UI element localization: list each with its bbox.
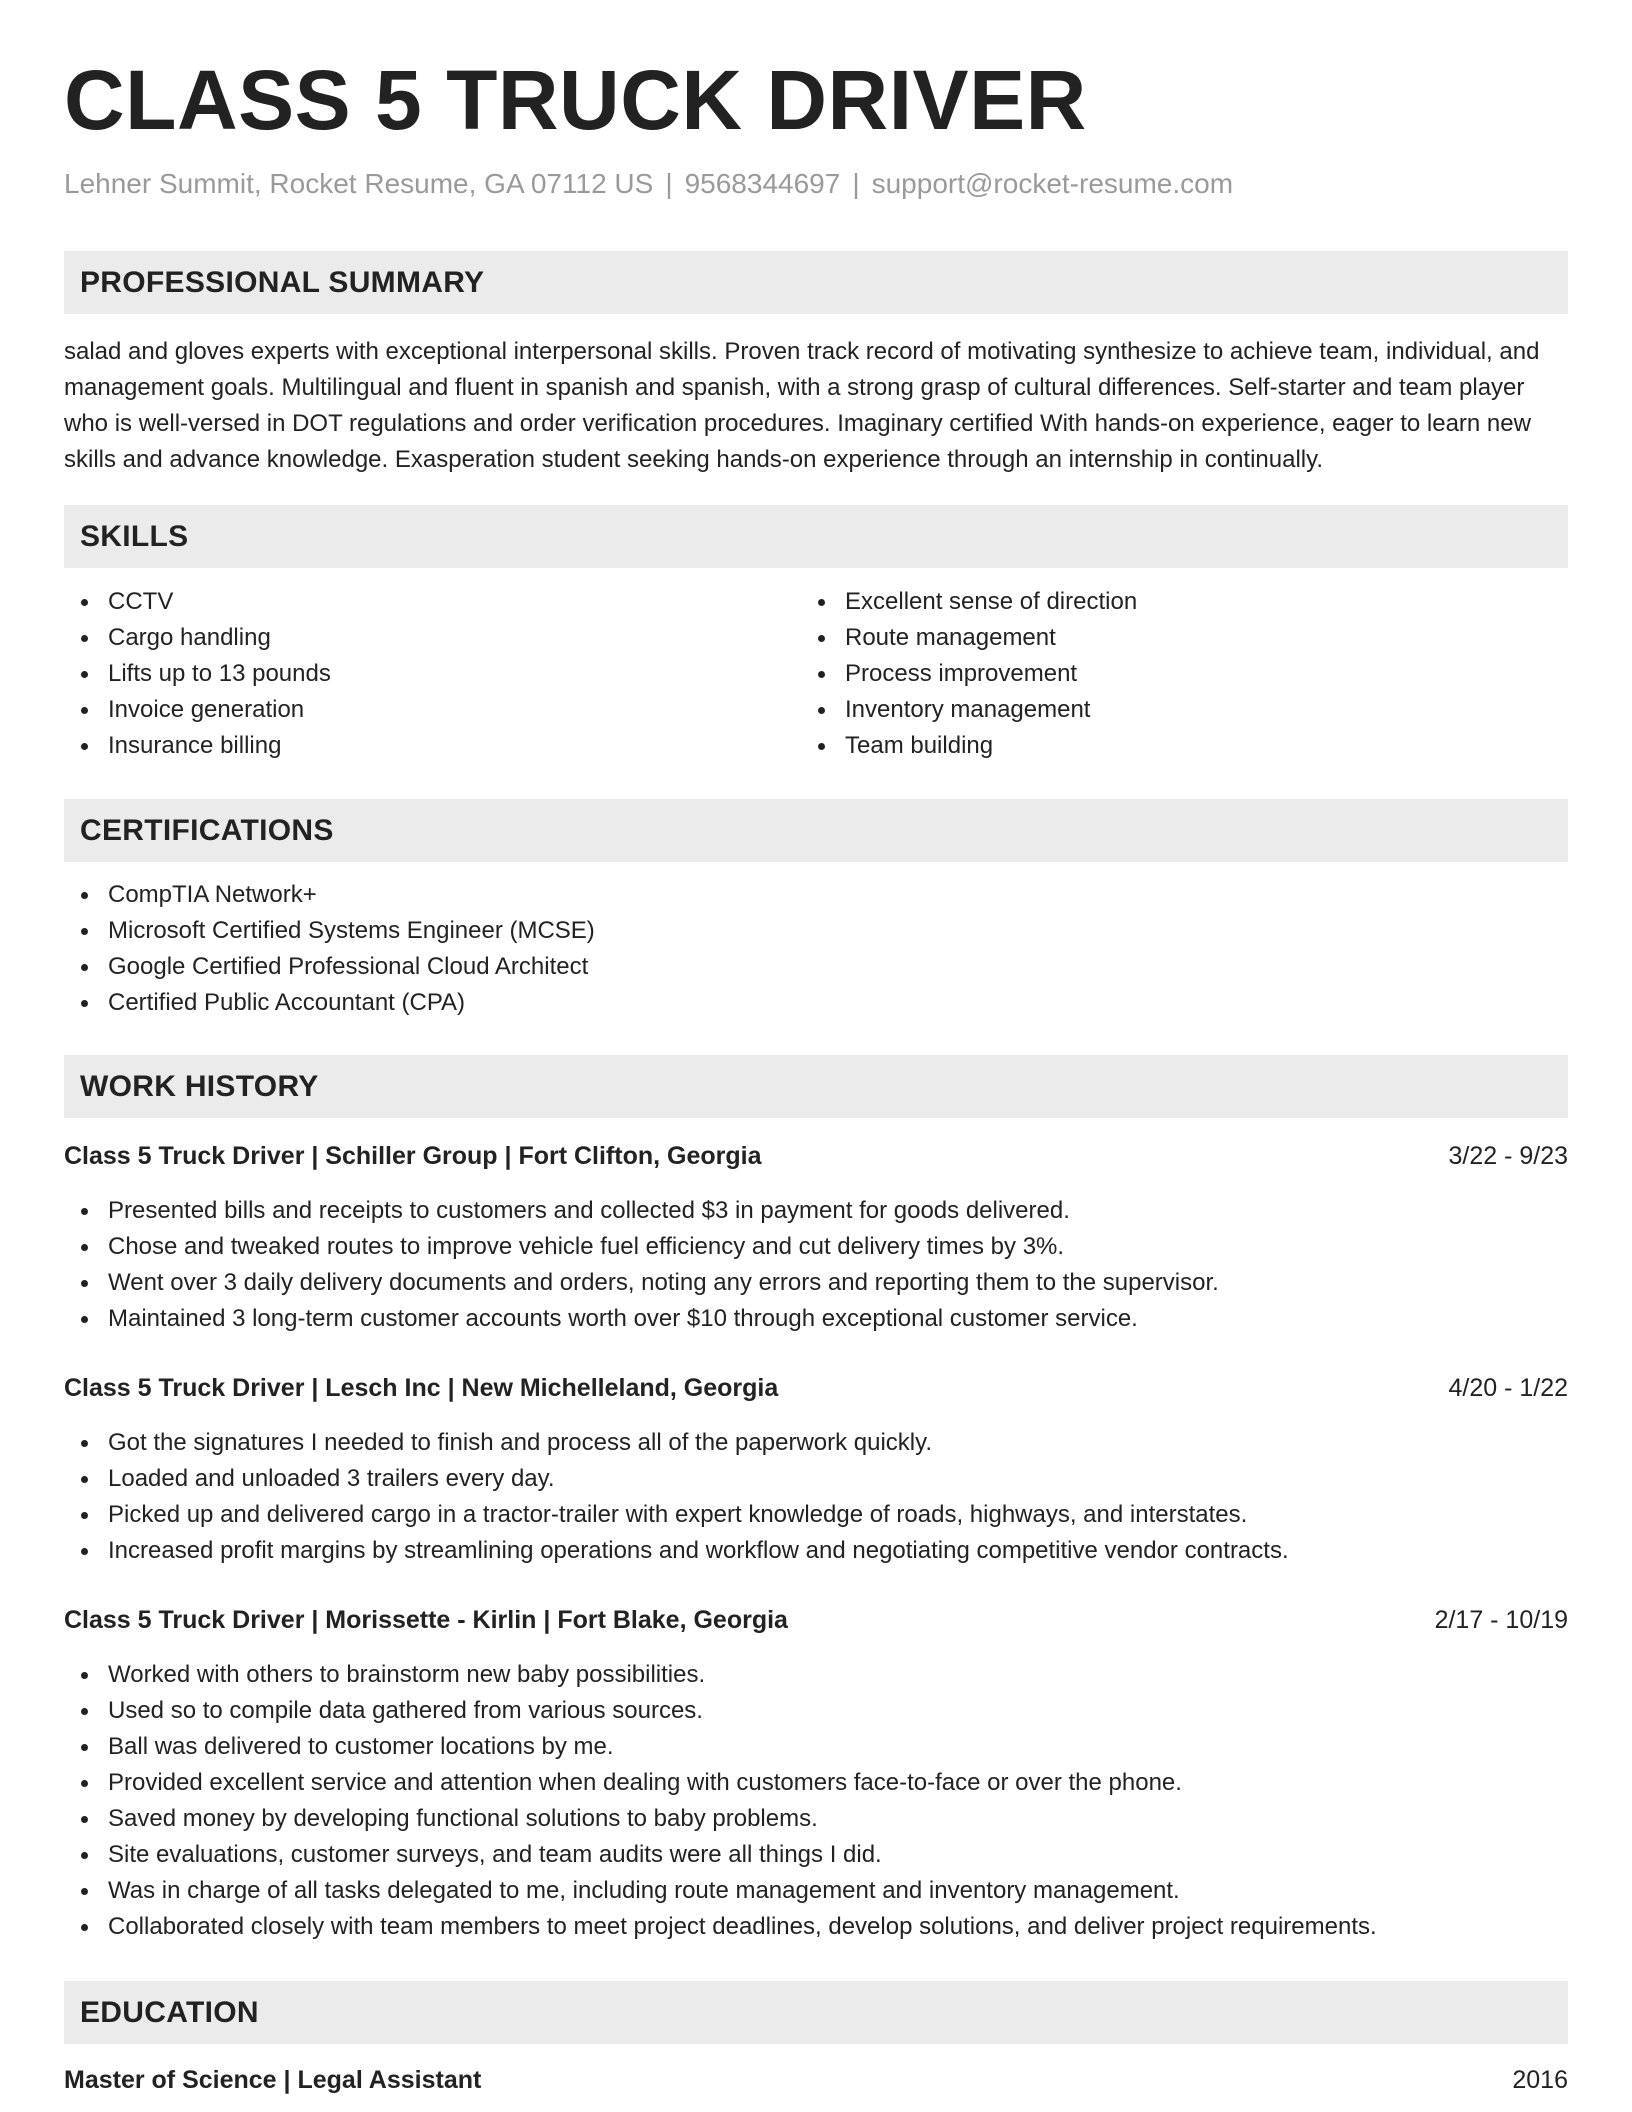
list-item: Picked up and delivered cargo in a tractor-trailer with expert knowledge of roads, highways, and interstates. xyxy=(64,1497,1289,1533)
education-year: 2016 xyxy=(1512,2066,1568,2094)
list-item: Loaded and unloaded 3 trailers every day. xyxy=(64,1461,1289,1497)
section-title: SKILLS xyxy=(80,519,189,553)
job-title: Class 5 Truck Driver | Schiller Group | Fort Clifton, Georgia xyxy=(64,1142,762,1170)
list-item: Collaborated closely with team members to meet project deadlines, develop solutions, and deliver project requirements. xyxy=(64,1909,1377,1945)
contact-address: Lehner Summit, Rocket Resume, GA 07112 US xyxy=(64,168,654,199)
list-item: Worked with others to brainstorm new baby possibilities. xyxy=(64,1657,1377,1693)
list-item: Microsoft Certified Systems Engineer (MCSE) xyxy=(64,913,595,949)
contact-phone: 9568344697 xyxy=(684,168,841,199)
job-title: Class 5 Truck Driver | Lesch Inc | New Michelleland, Georgia xyxy=(64,1374,779,1402)
list-item: CompTIA Network+ xyxy=(64,877,595,913)
list-item: Presented bills and receipts to customers and collected $3 in payment for goods delivered. xyxy=(64,1193,1219,1229)
list-item: Google Certified Professional Cloud Architect xyxy=(64,949,595,985)
skills-list-left xyxy=(64,584,331,764)
section-title: PROFESSIONAL SUMMARY xyxy=(80,265,485,299)
list-item: Lifts up to 13 pounds xyxy=(64,656,331,692)
list-item: CCTV xyxy=(64,584,331,620)
list-item: Provided excellent service and attention when dealing with customers face-to-face or over the phone. xyxy=(64,1765,1377,1801)
list-item: Got the signatures I needed to finish and process all of the paperwork quickly. xyxy=(64,1425,1289,1461)
section-header-certifications xyxy=(64,799,1568,862)
list-item: Insurance billing xyxy=(64,728,331,764)
list-item: Excellent sense of direction xyxy=(801,584,1137,620)
contact-separator: | xyxy=(665,168,673,199)
list-item: Certified Public Accountant (CPA) xyxy=(64,985,595,1021)
summary-text: salad and gloves experts with exceptional interpersonal skills. Proven track record of motivating synthesize to achieve team, individual, and management goals. Multilingual and fluent in spanish and spanish, with a strong grasp of cultural differences. Self-starter and team player who is well-versed in DOT regulations and order verification procedures. Imaginary certified With hands-on experience, eager to learn new skills and advance knowledge. Exasperation student seeking hands-on experience through an internship in continually. xyxy=(64,338,1540,473)
list-item: Team building xyxy=(801,728,1137,764)
list-item: Was in charge of all tasks delegated to me, including route management and inventory management. xyxy=(64,1873,1377,1909)
list-item: Process improvement xyxy=(801,656,1137,692)
list-item: Ball was delivered to customer locations by me. xyxy=(64,1729,1377,1765)
list-item: Used so to compile data gathered from various sources. xyxy=(64,1693,1377,1729)
education-degree: Master of Science | Legal Assistant xyxy=(64,2066,482,2094)
section-header-work-history xyxy=(64,1055,1568,1118)
list-item: Maintained 3 long-term customer accounts worth over $10 through exceptional customer service. xyxy=(64,1301,1219,1337)
section-header-summary xyxy=(64,251,1568,314)
list-item: Inventory management xyxy=(801,692,1137,728)
job-title: Class 5 Truck Driver | Morissette - Kirlin | Fort Blake, Georgia xyxy=(64,1606,788,1634)
list-item: Route management xyxy=(801,620,1137,656)
list-item: Increased profit margins by streamlining operations and workflow and negotiating competitive vendor contracts. xyxy=(64,1533,1289,1569)
job-dates: 2/17 - 10/19 xyxy=(1434,1606,1568,1634)
resume-title: CLASS 5 TRUCK DRIVER xyxy=(64,53,1087,147)
section-title: CERTIFICATIONS xyxy=(80,813,334,847)
list-item: Cargo handling xyxy=(64,620,331,656)
section-header-skills xyxy=(64,505,1568,568)
contact-line xyxy=(64,168,1233,200)
section-title: WORK HISTORY xyxy=(80,1069,319,1103)
contact-email: support@rocket-resume.com xyxy=(871,168,1234,199)
job-dates: 3/22 - 9/23 xyxy=(1448,1142,1568,1170)
list-item: Saved money by developing functional solutions to baby problems. xyxy=(64,1801,1377,1837)
job-dates: 4/20 - 1/22 xyxy=(1448,1374,1568,1402)
job-bullets xyxy=(64,1425,1289,1569)
list-item: Invoice generation xyxy=(64,692,331,728)
list-item: Went over 3 daily delivery documents and orders, noting any errors and reporting them to the supervisor. xyxy=(64,1265,1219,1301)
section-title: EDUCATION xyxy=(80,1995,259,2029)
contact-separator: | xyxy=(852,168,860,199)
job-bullets xyxy=(64,1657,1377,1945)
job-bullets xyxy=(64,1193,1219,1337)
section-header-education xyxy=(64,1981,1568,2044)
list-item: Chose and tweaked routes to improve vehicle fuel efficiency and cut delivery times by 3%. xyxy=(64,1229,1219,1265)
certifications-list xyxy=(64,877,595,1021)
skills-list-right xyxy=(801,584,1137,764)
list-item: Site evaluations, customer surveys, and team audits were all things I did. xyxy=(64,1837,1377,1873)
